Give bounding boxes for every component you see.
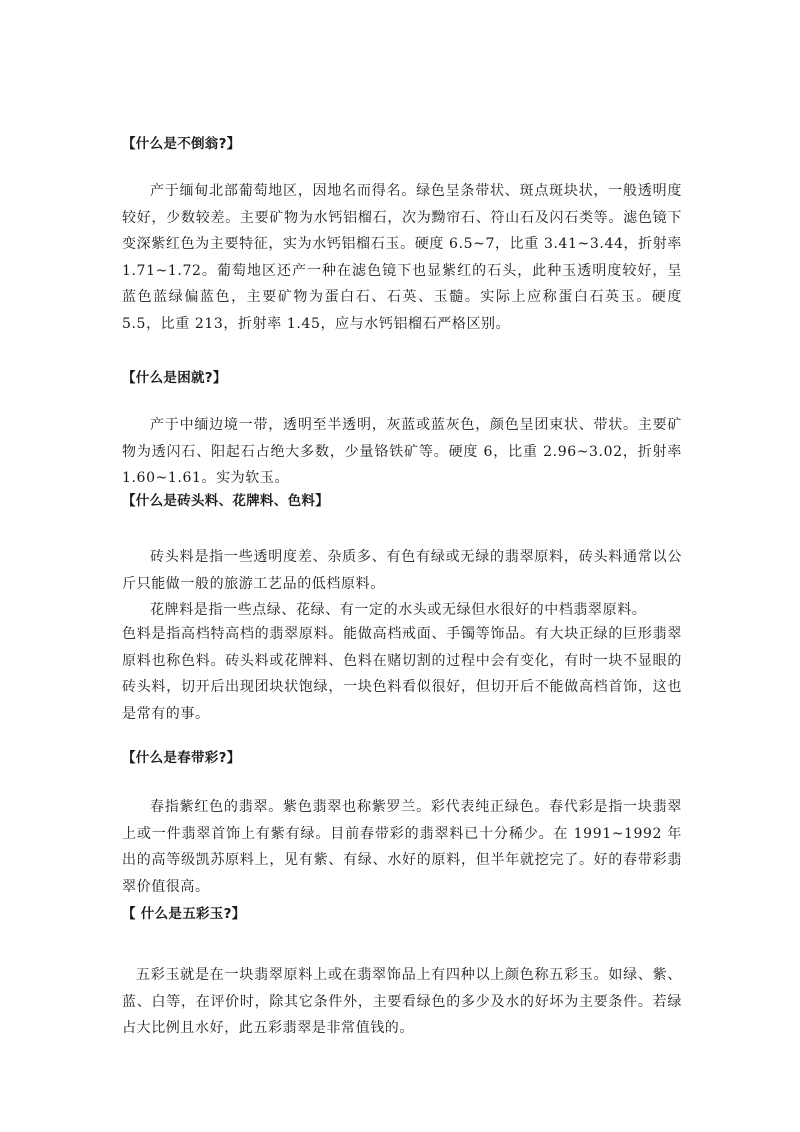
section-paragraph: 花牌料是指一些点绿、花绿、有一定的水头或无绿但水很好的中档翡翠原料。 (150, 602, 647, 618)
section-paragraph: 春指紫红色的翡翠。紫色翡翠也称紫罗兰。彩代表纯正绿色。春代彩是指一块翡翠上或一件翡翠首饰上有紫有绿。目前春带彩的翡翠料已十分稀少。在 1991~1992 年出的高等级凯苏原料上，见有紫、有绿、水好的原料，但半年就挖完了。好的春带彩翡翠价值很高。 (122, 799, 682, 895)
section-heading-chundaicai: 【什么是春带彩?】 (122, 750, 241, 766)
section-paragraph: 五彩玉就是在一块翡翠原料上或在翡翠饰品上有四种以上颜色称五彩玉。如绿、紫、蓝、白等，在评价时，除其它条件外，主要看绿色的多少及水的好坏为主要条件。若绿占大比例且水好，此五彩翡翠是非常值钱的。 (122, 967, 682, 1036)
section-paragraph: 砖头料是指一些透明度差、杂质多、有色有绿或无绿的翡翠原料，砖头料通常以公斤只能做一般的旅游工艺品的低档原料。 (122, 549, 682, 592)
section-heading-zhuantouliao: 【什么是砖头料、花牌料、色料】 (122, 493, 329, 509)
section-heading-budaoweng: 【什么是不倒翁?】 (122, 136, 241, 152)
section-paragraph: 色料是指高档特高档的翡翠原料。能做高档戒面、手镯等饰品。有大块正绿的巨形翡翠原料也称色料。砖头料或花牌料、色料在赌切割的过程中会有变化，有时一块不显眼的砖头料，切开后出现团块状饱绿，一块色料看似很好，但切开后不能做高档首饰，这也是常有的事。 (122, 626, 682, 722)
section-heading-kunjiu: 【什么是困就?】 (122, 370, 227, 386)
section-heading-wucaiyu: 【 什么是五彩玉?】 (122, 906, 246, 922)
section-paragraph: 产于缅甸北部葡萄地区，因地名而得名。绿色呈条带状、斑点斑块状，一般透明度较好，少数较差。主要矿物为水钙铝榴石，次为黝帘石、符山石及闪石类等。滤色镜下变深紫红色为主要特征，实为水钙铝榴石玉。硬度 6.5~7，比重 3.41~3.44，折射率 1.71~1.72。葡萄地区还产一种在滤色镜下也显紫红的石头，此种玉透明度较好，呈蓝色蓝绿偏蓝色，主要矿物为蛋白石、石英、玉髓。实际上应称蛋白石英玉。硬度 5.5，比重 213，折射率 1.45，应与水钙铝榴石严格区别。 (122, 183, 682, 332)
section-paragraph: 产于中缅边境一带，透明至半透明，灰蓝或蓝灰色，颜色呈团束状、带状。主要矿物为透闪石、阳起石占绝大多数，少量铬铁矿等。硬度 6，比重 2.96~3.02，折射率 1.60~1.61。实为软玉。 (122, 417, 682, 486)
